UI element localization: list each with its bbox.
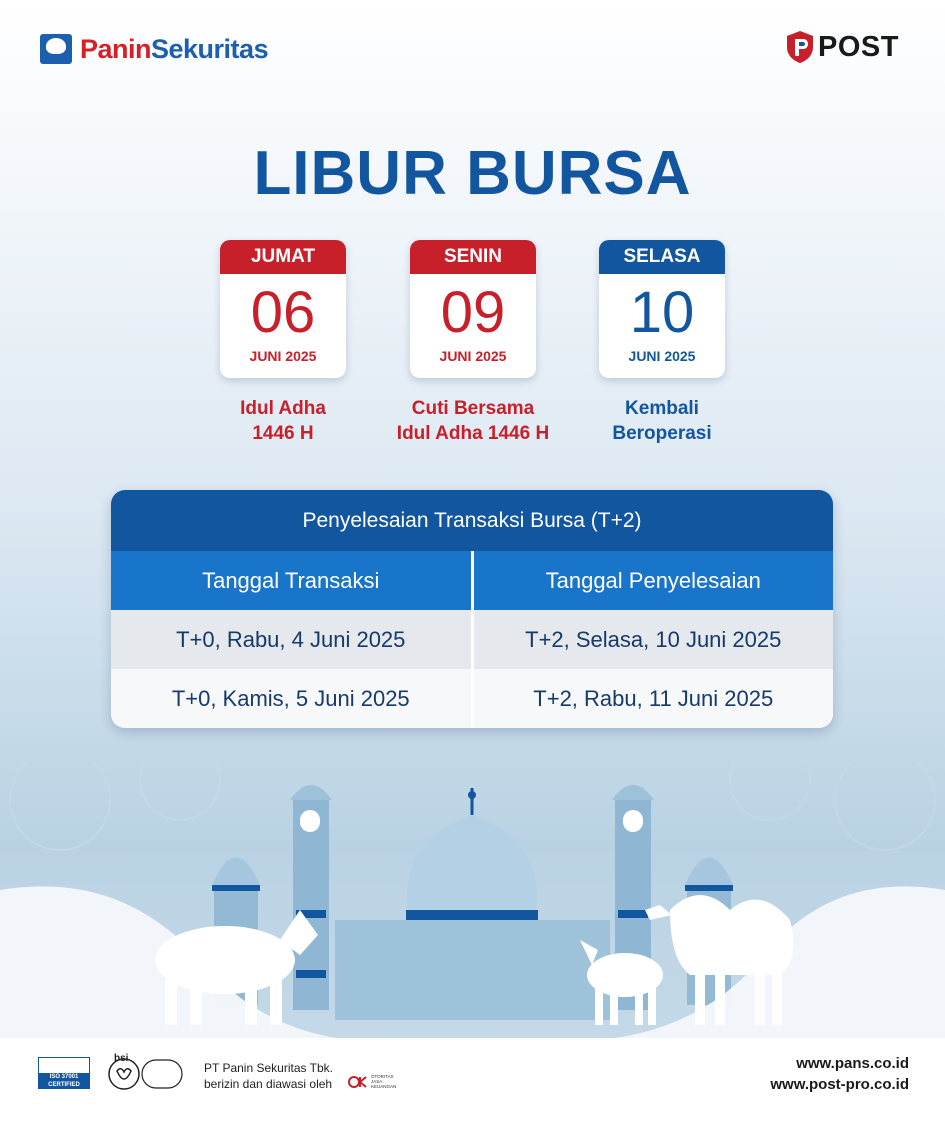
calendar-caption-selasa: Kembali Beroperasi <box>612 398 712 444</box>
calendar-date: 10 <box>629 280 695 345</box>
main-dome <box>406 788 538 920</box>
table-row <box>111 610 833 669</box>
post-logo-text: POST <box>818 30 899 63</box>
calendar-day: SENIN <box>410 240 536 274</box>
legal-text: PT Panin Sekuritas Tbk. berizin dan diawasi oleh <box>204 1061 333 1091</box>
table-title: Penyelesaian Transaksi Bursa (T+2) <box>111 490 833 551</box>
website-link-post[interactable]: www.post-pro.co.id <box>770 1076 909 1093</box>
calendar-month: JUNI 2025 <box>628 348 696 364</box>
settlement-table <box>111 490 833 728</box>
table-header-row <box>111 551 833 610</box>
mosque-illustration <box>0 760 945 1050</box>
calendar-month: JUNI 2025 <box>249 348 317 364</box>
bsi-certification-badge <box>108 1052 186 1092</box>
panin-logo-text: PaninSekuritas <box>80 33 269 64</box>
ojk-icon <box>348 1075 368 1089</box>
calendar-month: JUNI 2025 <box>439 348 507 364</box>
left-minaret <box>290 785 332 1010</box>
ojk-logo <box>348 1074 401 1089</box>
calendar-card-selasa <box>599 240 725 378</box>
calendar-day: JUMAT <box>220 240 346 274</box>
calendar-date: 06 <box>250 280 316 345</box>
ojk-text: OTORITAS JASA KEUANGAN <box>371 1074 397 1089</box>
calendar-day: SELASA <box>599 240 725 274</box>
iso-37001-badge: ISO 37001 CERTIFIED <box>38 1057 90 1089</box>
table-cell: T+2, Selasa, 10 Juni 2025 <box>525 627 782 652</box>
bsi-label: bsi <box>114 1053 129 1064</box>
calendar-caption-senin: Cuti Bersama Idul Adha 1446 H <box>396 398 550 444</box>
post-shield-icon <box>786 30 814 64</box>
post-logo <box>786 30 899 64</box>
calendar-caption-jumat: Idul Adha 1446 H <box>240 398 326 444</box>
table-cell: T+0, Kamis, 5 Juni 2025 <box>111 669 474 728</box>
calendar-card-jumat <box>220 240 346 378</box>
website-links <box>770 1053 909 1095</box>
mosque-wall <box>335 920 610 1020</box>
table-row <box>111 669 833 728</box>
calendar-card-senin <box>410 240 536 378</box>
panin-logo-icon <box>40 34 72 64</box>
table-cell: T+0, Rabu, 4 Juni 2025 <box>111 610 474 669</box>
table-cell: T+2, Rabu, 11 Juni 2025 <box>533 686 774 711</box>
table-header-cell: Tanggal Transaksi <box>111 551 474 610</box>
page-title: LIBUR BURSA <box>253 139 692 208</box>
table-header-cell: Tanggal Penyelesaian <box>545 568 761 593</box>
calendar-date: 09 <box>440 280 506 345</box>
website-link-pans[interactable]: www.pans.co.id <box>796 1055 909 1072</box>
panin-sekuritas-logo <box>40 33 268 65</box>
